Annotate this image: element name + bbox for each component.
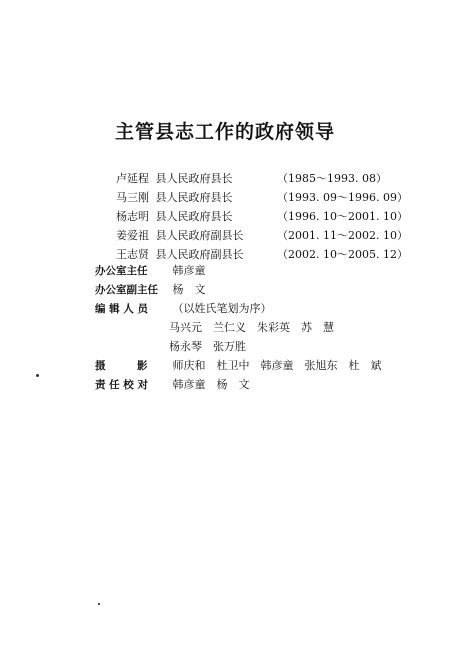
office-deputy-name: 杨 文	[172, 283, 206, 296]
proofreaders-names: 韩彦童 杨 文	[172, 378, 250, 391]
leader-title: 县人民政府副县长	[155, 248, 244, 261]
office-deputy-label: 办公室副主任	[95, 284, 158, 296]
leader-row	[116, 207, 408, 226]
photographers-names: 师庆和 杜卫中 韩彦童 张旭东 杜 斌	[172, 359, 382, 372]
leader-title: 县人民政府副县长	[155, 229, 244, 242]
editors-row	[95, 299, 382, 318]
editors-names: 杨永琴 张万胜	[169, 340, 246, 353]
photographers-label: 摄 影	[95, 360, 148, 372]
leader-row	[116, 188, 408, 207]
leader-title: 县人民政府县长	[155, 210, 233, 223]
page-title: 主管县志工作的政府领导	[114, 121, 335, 143]
editors-names: 马兴元 兰仁义 朱彩英 苏 慧	[169, 321, 334, 334]
leader-term: （2001. 11～2002. 10）	[277, 229, 408, 242]
leader-row	[116, 169, 387, 188]
leader-term: （1996. 10～2001. 10）	[277, 210, 408, 223]
leader-title: 县人民政府县长	[155, 172, 233, 185]
office-deputy-row	[95, 280, 382, 299]
office-director-name: 韩彦童	[172, 264, 206, 277]
leader-name: 姜爱祖	[116, 229, 149, 242]
leaders-list	[116, 169, 408, 264]
leader-term: （2002. 10～2005. 12）	[277, 248, 408, 261]
proofreaders-label: 责 任 校 对	[95, 379, 148, 391]
staff-credits	[95, 261, 382, 394]
editors-label: 编 辑 人 员	[95, 303, 148, 315]
leader-name: 杨志明	[116, 210, 149, 223]
photographers-row	[95, 356, 382, 375]
scan-speck	[36, 374, 39, 377]
office-director-row	[95, 261, 382, 280]
editors-note: （以姓氏笔划为序）	[172, 302, 272, 315]
editors-names-row	[95, 337, 382, 356]
proofreaders-row	[95, 375, 382, 394]
leader-name: 卢延程	[116, 172, 149, 185]
scan-speck	[98, 603, 100, 605]
office-director-label: 办公室主任	[95, 265, 148, 277]
leader-term: （1985～1993. 08）	[277, 172, 387, 185]
leader-name: 马三刚	[116, 191, 149, 204]
leader-term: （1993. 09～1996. 09）	[277, 191, 408, 204]
leader-title: 县人民政府县长	[155, 191, 233, 204]
editors-names-row	[95, 318, 382, 337]
leader-row	[116, 226, 408, 245]
leader-name: 王志贤	[116, 248, 149, 261]
